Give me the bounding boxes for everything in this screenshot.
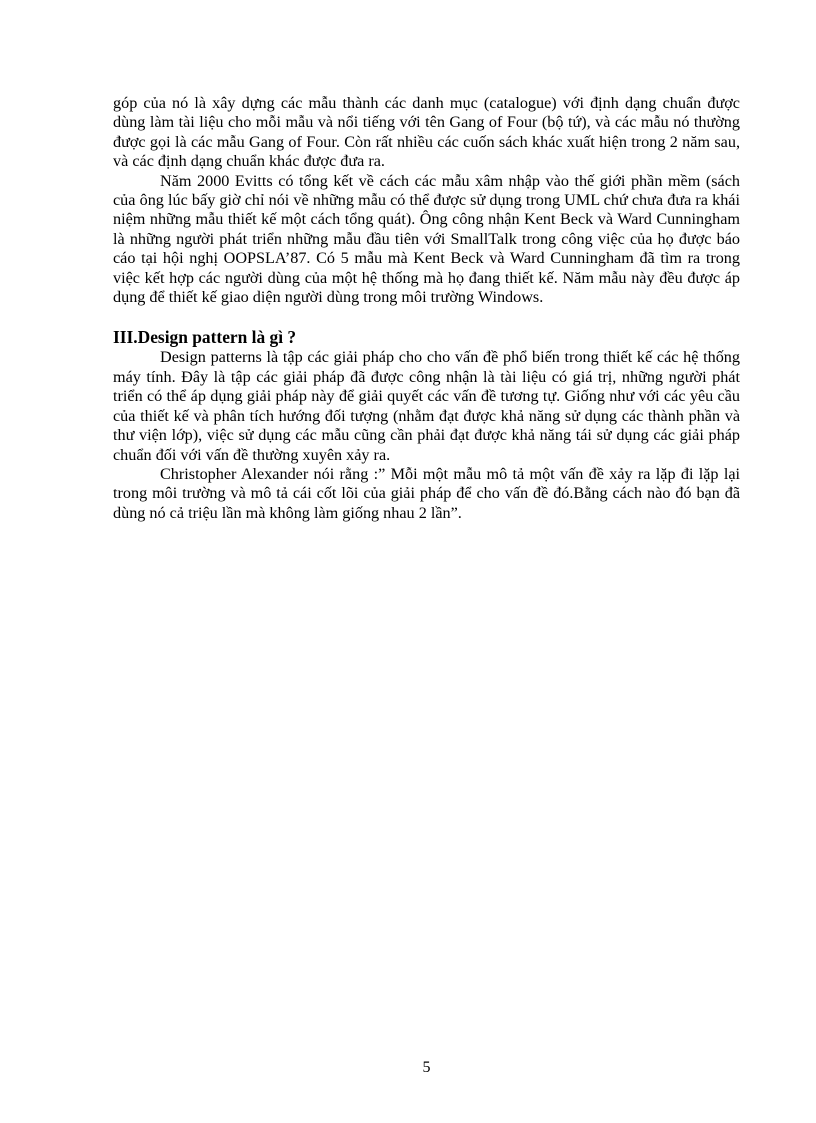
paragraph-evitts-history: Năm 2000 Evitts có tổng kết về cách các mẫu xâm nhập vào thế giới phần mềm (sách của ông lúc bấy giờ chỉ nói về những mẫu có thể được sử dụng trong UML chứ chưa đưa ra khái niệm những mẫu thiết kế một cách tổng quát). Ông công nhận Kent Beck và Ward Cunningham là những người phát triển những mẫu đầu tiên với SmallTalk trong công việc của họ được báo cáo tại hội nghị OOPSLA’87. Có 5 mẫu mà Kent Beck và Ward Cunningham đã tìm ra trong việc kết hợp các người dùng của một hệ thống mà họ đang thiết kế. Năm mẫu này đều được áp dụng để thiết kế giao diện người dùng trong môi trường Windows. <box>113 171 740 307</box>
paragraph-alexander-quote: Christopher Alexander nói rằng :” Mỗi một mẫu mô tả một vấn đề xảy ra lặp đi lặp lại trong môi trường và mô tả cái cốt lõi của giải pháp để cho vấn đề đó.Bằng cách nào đó bạn đã dùng nó cả triệu lần mà không làm giống nhau 2 lần”. <box>113 464 740 522</box>
page-number: 5 <box>422 1059 431 1076</box>
section-heading: III.Design pattern là gì ? <box>113 327 297 348</box>
paragraph-definition: Design patterns là tập các giải pháp cho cho vấn đề phổ biến trong thiết kế các hệ thống máy tính. Đây là tập các giải pháp đã được công nhận là tài liệu có giá trị, những người phát triển có thể áp dụng giải pháp này để giải quyết các vấn đề tương tự. Giống như với các yêu cầu của thiết kế và phân tích hướng đối tượng (nhằm đạt được khả năng sử dụng các thành phần và thư viện lớp), việc sử dụng các mẫu cũng cần phải đạt được khả năng tái sử dụng các giải pháp chuẩn đối với vấn đề thường xuyên xảy ra. <box>113 348 740 464</box>
page-body <box>113 94 740 523</box>
paragraph-gang-of-four: góp của nó là xây dựng các mẫu thành các danh mục (catalogue) với định dạng chuẩn được dùng làm tài liệu cho mỗi mẫu và nổi tiếng với tên Gang of Four (bộ tứ), và các mẫu nó thường được gọi là các mẫu Gang of Four. Còn rất nhiều các cuốn sách khác xuất hiện trong 2 năm sau, và các định dạng chuẩn khác được đưa ra. <box>113 94 740 171</box>
